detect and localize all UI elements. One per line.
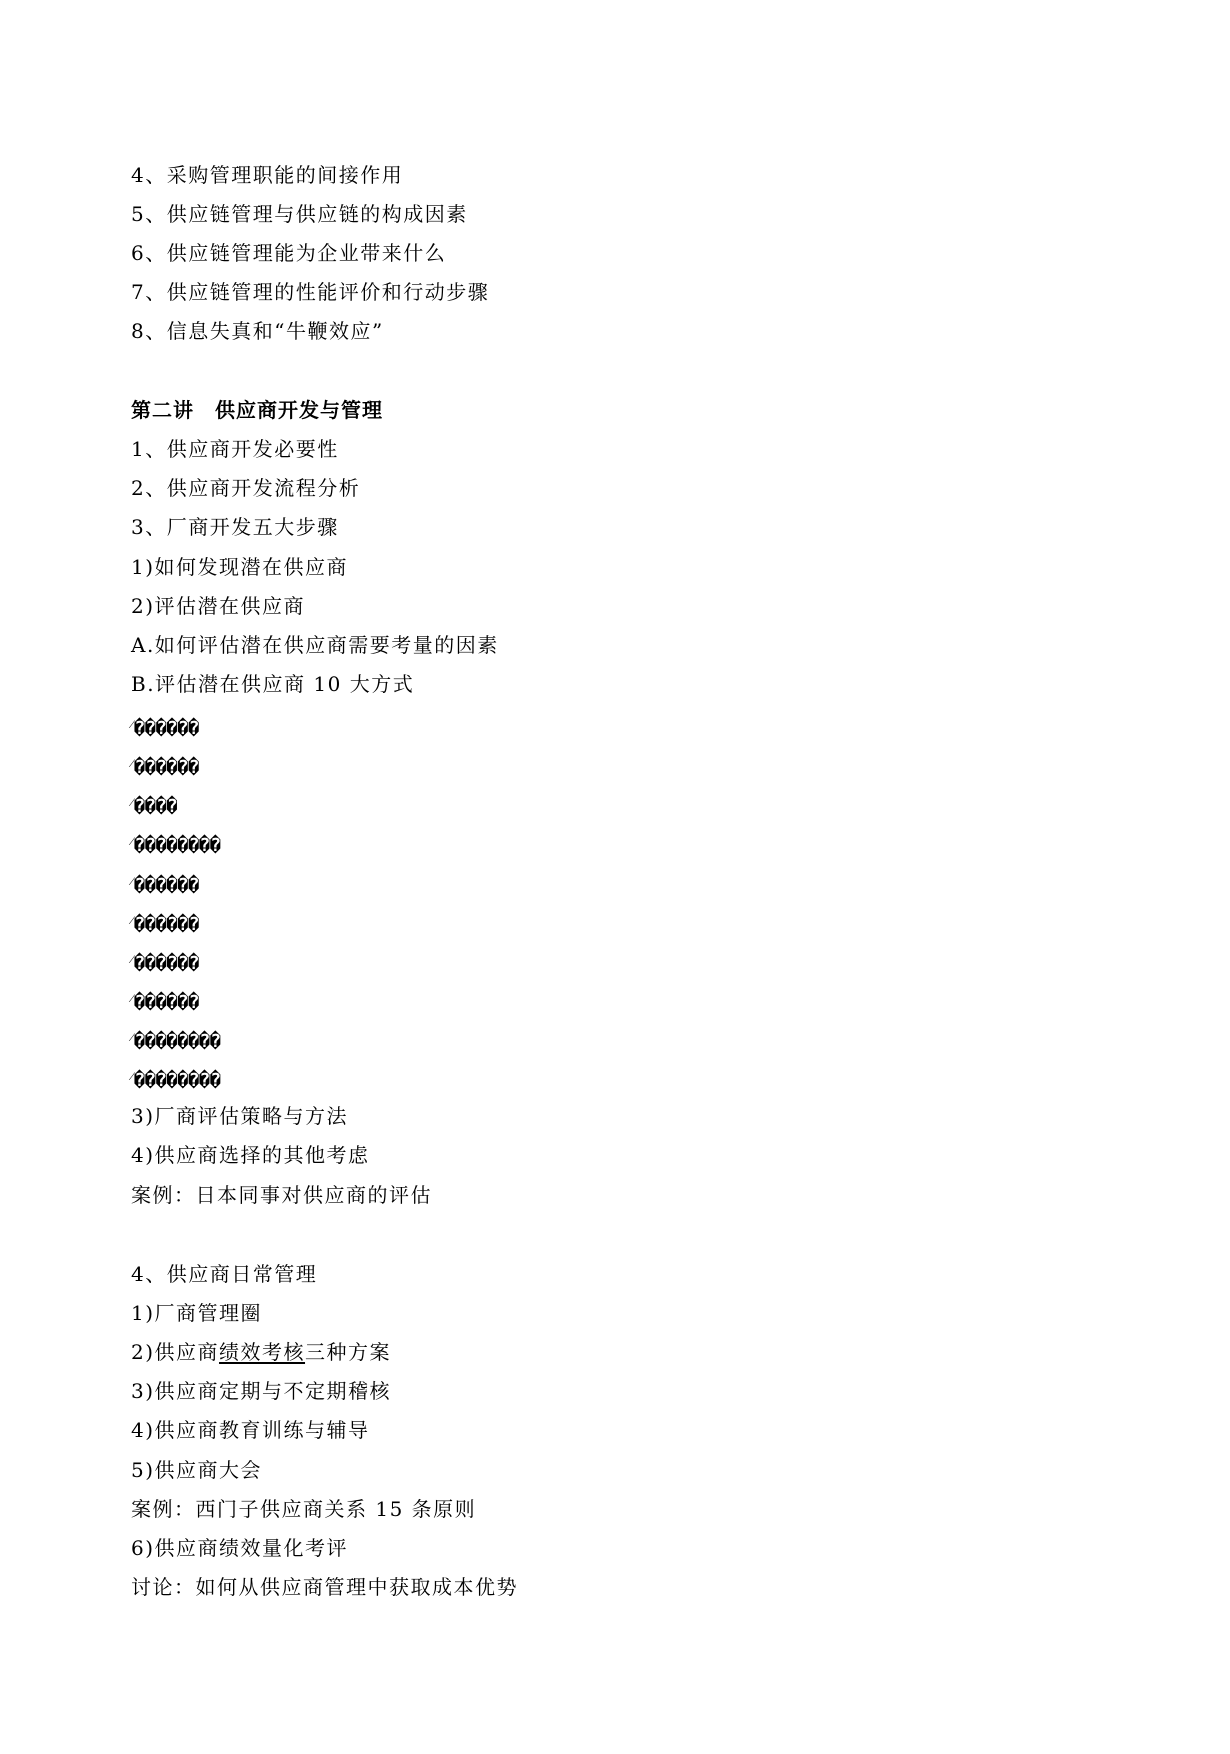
bullet-mark: ⁄	[131, 834, 134, 848]
list-item: 1)厂商管理圈	[131, 1301, 263, 1325]
garbled-text: ��������	[134, 1031, 221, 1052]
garbled-bullet-item	[131, 986, 199, 1015]
list-item: 6)供应商绩效量化考评	[131, 1536, 349, 1560]
garbled-bullet-item	[131, 712, 199, 741]
bullet-mark: ⁄	[131, 1069, 134, 1083]
list-item: 4、供应商日常管理	[131, 1262, 318, 1286]
garbled-bullet-item	[131, 790, 177, 819]
garbled-bullet-item	[131, 1064, 221, 1093]
garbled-text: ������	[134, 718, 200, 739]
list-item: 1、供应商开发必要性	[131, 437, 339, 461]
section-heading: 第二讲 供应商开发与管理	[131, 398, 383, 422]
list-item: 4、采购管理职能的间接作用	[131, 163, 404, 187]
garbled-text: ������	[134, 757, 200, 778]
garbled-bullet-item	[131, 947, 199, 976]
list-item: 1)如何发现潜在供应商	[131, 555, 349, 579]
discussion-item: 讨论：如何从供应商管理中获取成本优势	[131, 1575, 518, 1599]
text-suffix: 三种方案	[305, 1340, 392, 1364]
bullet-mark: ⁄	[131, 913, 134, 927]
bullet-mark: ⁄	[131, 717, 134, 731]
underlined-term: 绩效考核	[219, 1340, 306, 1364]
garbled-bullet-item	[131, 869, 199, 898]
bullet-mark: ⁄	[131, 952, 134, 966]
garbled-bullet-item	[131, 829, 221, 858]
case-item: 案例：西门子供应商关系 15 条原则	[131, 1497, 477, 1521]
bullet-mark: ⁄	[131, 795, 134, 809]
text-prefix: 2)供应商	[131, 1340, 220, 1364]
list-item: 5)供应商大会	[131, 1458, 263, 1482]
list-item: 3)供应商定期与不定期稽核	[131, 1379, 392, 1403]
list-item: 4)供应商教育训练与辅导	[131, 1418, 370, 1442]
bullet-mark: ⁄	[131, 991, 134, 1005]
garbled-text: ����	[134, 796, 178, 817]
bullet-mark: ⁄	[131, 756, 134, 770]
case-item: 案例：日本同事对供应商的评估	[131, 1183, 432, 1207]
garbled-text: ������	[134, 953, 200, 974]
list-item: 5、供应链管理与供应链的构成因素	[131, 202, 468, 226]
bullet-mark: ⁄	[131, 1030, 134, 1044]
bullet-mark: ⁄	[131, 874, 134, 888]
garbled-text: ������	[134, 875, 200, 896]
list-item: 8、信息失真和“牛鞭效应”	[131, 319, 384, 343]
list-item: 6、供应链管理能为企业带来什么	[131, 241, 447, 265]
garbled-text: ��������	[134, 835, 221, 856]
garbled-bullet-item	[131, 908, 199, 937]
garbled-text: ������	[134, 992, 200, 1013]
garbled-text: ������	[134, 914, 200, 935]
garbled-bullet-item	[131, 1025, 221, 1054]
list-item: 2)评估潜在供应商	[131, 594, 306, 618]
list-item: 2、供应商开发流程分析	[131, 476, 361, 500]
garbled-text: ��������	[134, 1070, 221, 1091]
list-item: 7、供应链管理的性能评价和行动步骤	[131, 280, 490, 304]
list-item: 3、厂商开发五大步骤	[131, 515, 339, 539]
garbled-bullet-item	[131, 751, 199, 780]
list-item: B.评估潜在供应商 10 大方式	[131, 672, 415, 696]
list-item: 4)供应商选择的其他考虑	[131, 1143, 370, 1167]
list-item: A.如何评估潜在供应商需要考量的因素	[131, 633, 499, 657]
list-item	[131, 1340, 391, 1364]
list-item: 3)厂商评估策略与方法	[131, 1104, 349, 1128]
